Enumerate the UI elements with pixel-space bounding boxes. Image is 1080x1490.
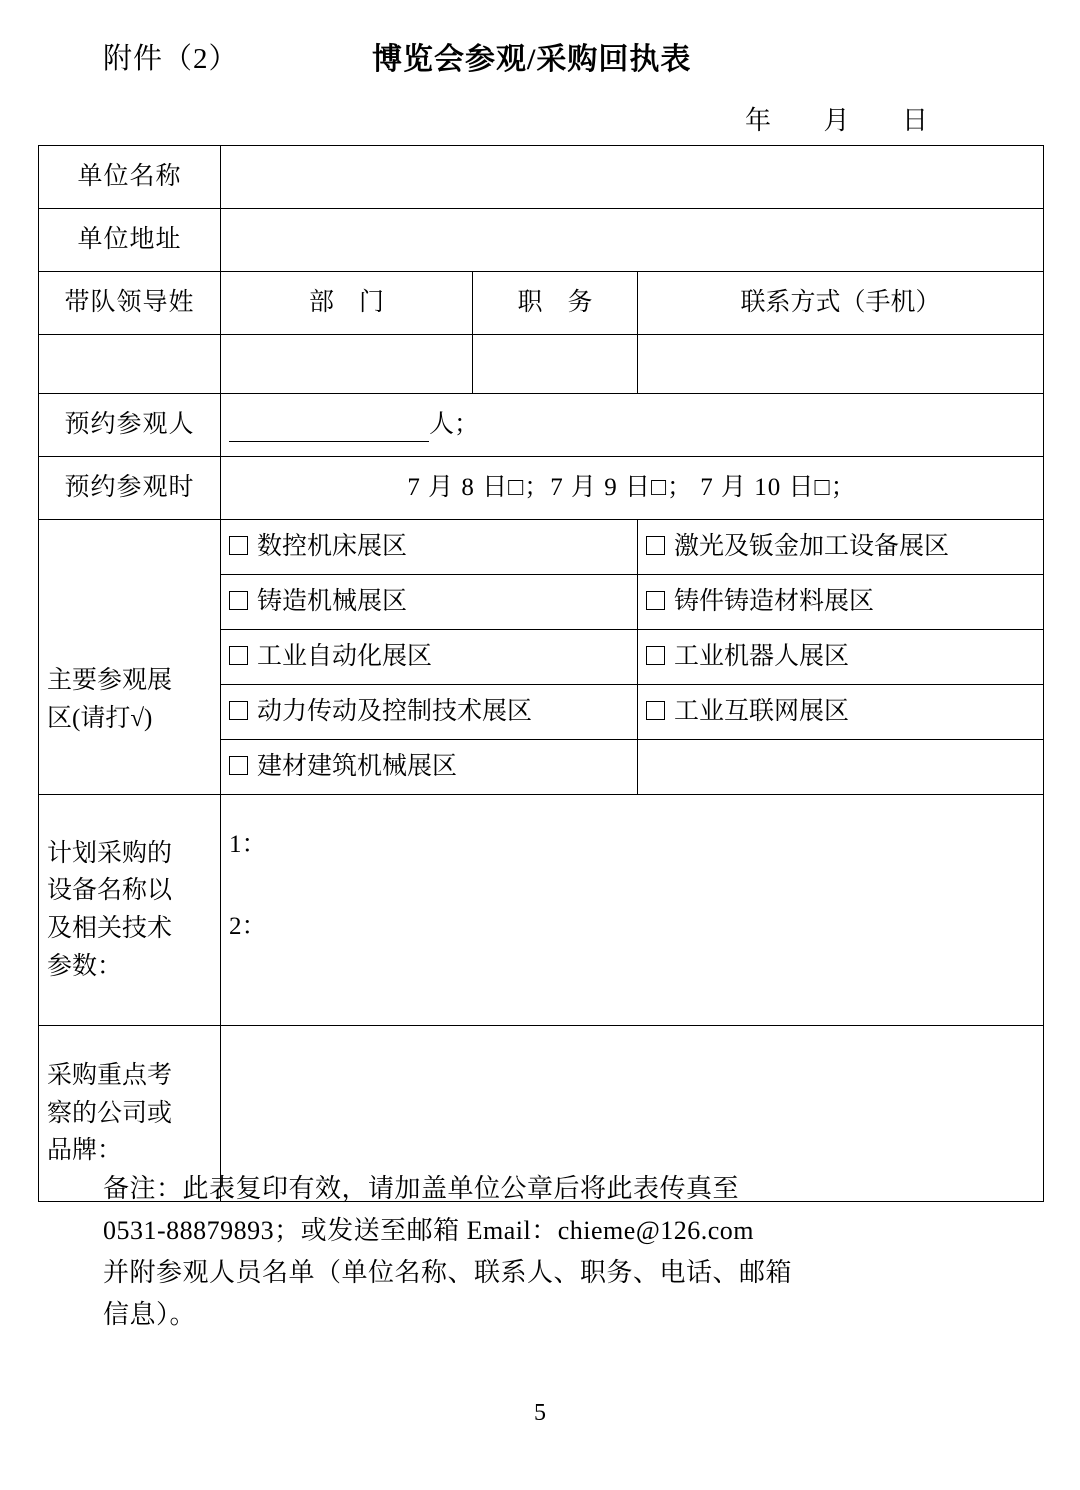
receipt-form-table [38,145,1044,1202]
checkbox-icon[interactable] [229,536,248,555]
checkbox-icon[interactable] [646,701,665,720]
purchase-plan-label [39,795,221,1026]
zone-label: 数控机床展区 [257,533,408,561]
zone-checkbox-industrial-internet[interactable] [638,685,1044,740]
visitor-count-field[interactable] [221,394,1044,457]
purchase-plan-label-line4: 参数： [47,952,123,980]
date-month-label: 月 [823,106,852,135]
zone-label: 建材建筑机械展区 [257,753,458,781]
table-row [39,457,1044,520]
zones-label [39,520,221,795]
department-header: 部 门 [221,272,473,335]
notes-line-1: 备注：此表复印有效，请加盖单位公章后将此表传真至 [103,1174,740,1203]
table-row [39,795,1044,1026]
leader-name-field[interactable] [39,335,221,394]
zone-checkbox-power-transmission[interactable] [221,685,638,740]
zone-checkbox-cnc[interactable] [221,520,638,575]
purchase-plan-label-line1: 计划采购的 [47,839,173,867]
attachment-label: 附件（2） [103,43,239,75]
target-brand-label-line1: 采购重点考 [47,1061,173,1089]
zone-label: 工业机器人展区 [674,643,850,671]
checkbox-icon[interactable] [646,591,665,610]
purchase-plan-label-line2: 设备名称以 [47,877,173,905]
table-row [39,520,1044,575]
visit-date-options[interactable]: 7 月 8 日□；7 月 9 日□； 7 月 10 日□； [221,457,1044,520]
checkbox-icon[interactable] [229,756,248,775]
notes-line-3: 并附参观人员名单（单位名称、联系人、职务、电话、邮箱 [103,1258,793,1288]
purchase-plan-label-line3: 及相关技术 [47,915,173,942]
contact-field[interactable] [638,335,1044,394]
purchase-plan-item-2: 2： [229,913,267,940]
unit-name-label: 单位名称 [39,146,221,209]
target-brand-label-line2: 察的公司或 [47,1099,173,1127]
job-title-header: 职 务 [473,272,638,335]
table-row [39,335,1044,394]
table-row [39,146,1044,209]
zone-label: 工业互联网展区 [674,698,850,726]
zone-cell-empty [638,740,1044,795]
unit-name-field[interactable] [221,146,1044,209]
zone-label: 激光及钣金加工设备展区 [674,533,950,561]
checkbox-icon[interactable] [229,646,248,665]
checkbox-icon[interactable] [229,591,248,610]
notes-line-2: 0531-88879893；或发送至邮箱 Email：chieme@126.com [103,1216,755,1246]
checkbox-icon[interactable] [646,536,665,555]
contact-header: 联系方式（手机） [638,272,1044,335]
page-title: 博览会参观/采购回执表 [372,43,692,76]
zone-label: 动力传动及控制技术展区 [257,698,533,726]
zone-checkbox-casting-materials[interactable] [638,575,1044,630]
visit-date-label: 预约参观时 [39,457,221,520]
zone-checkbox-building-materials[interactable] [221,740,638,795]
zone-checkbox-laser[interactable] [638,520,1044,575]
zone-label: 铸件铸造材料展区 [674,588,875,616]
zone-label: 工业自动化展区 [257,643,433,671]
date-year-label: 年 [744,106,773,135]
leader-name-label: 带队领导姓 [39,272,221,335]
visitor-count-suffix: 人； [429,411,480,439]
table-row [39,272,1044,335]
zone-checkbox-casting-machinery[interactable] [221,575,638,630]
purchase-plan-item-1: 1： [229,831,267,859]
target-brand-label-line3: 品牌： [47,1137,123,1165]
purchase-plan-field[interactable] [221,795,1044,1026]
visitor-count-blank[interactable] [229,413,429,442]
table-row [39,394,1044,457]
zone-checkbox-robots[interactable] [638,630,1044,685]
zones-label-line1: 主要参观展 [47,667,173,695]
unit-address-field[interactable] [221,209,1044,272]
table-row [39,209,1044,272]
date-line [745,100,930,137]
department-field[interactable] [221,335,473,394]
unit-address-label: 单位地址 [39,209,221,272]
visitor-count-label: 预约参观人 [39,394,221,457]
checkbox-icon[interactable] [646,646,665,665]
zone-label: 铸造机械展区 [257,588,408,616]
date-day-label: 日 [901,106,930,135]
zone-checkbox-automation[interactable] [221,630,638,685]
job-title-field[interactable] [473,335,638,394]
zones-label-line2: 区(请打√) [47,705,153,732]
notes-line-4: 信息）。 [103,1300,197,1330]
notes-block [103,1168,1003,1336]
checkbox-icon[interactable] [229,701,248,720]
page-number: 5 [534,1400,546,1426]
